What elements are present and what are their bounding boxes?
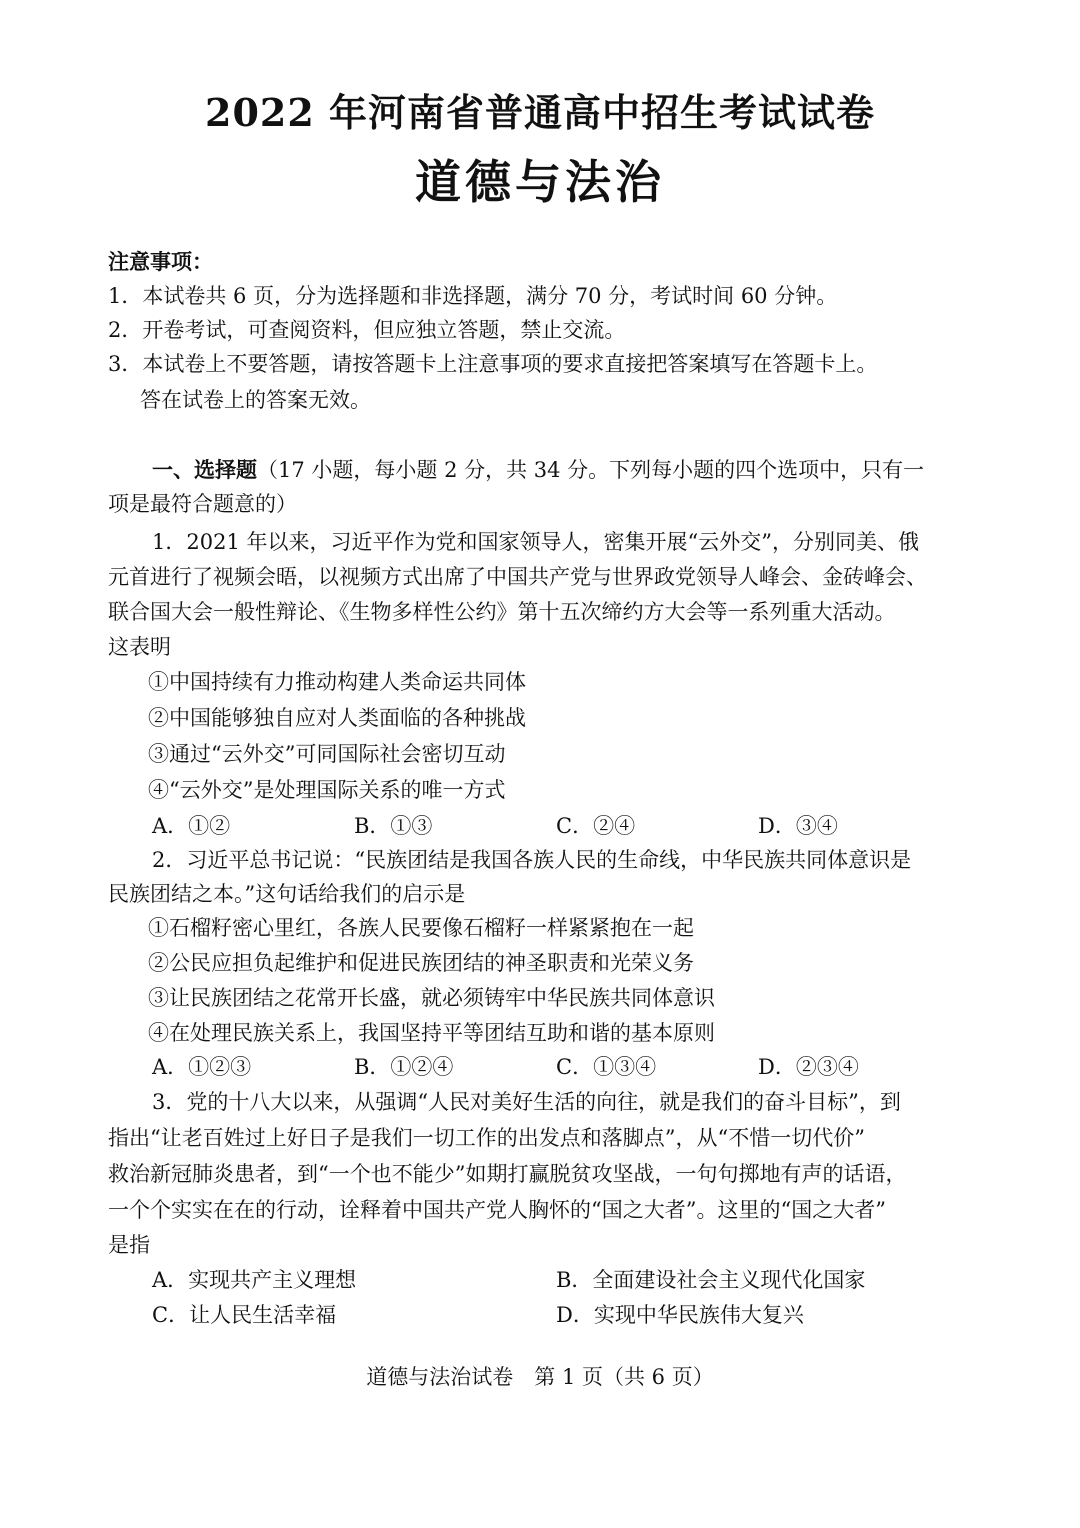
q1-item: ①中国持续有力推动构建人类命运共同体 bbox=[148, 670, 526, 694]
q3-stem: 是指 bbox=[108, 1233, 150, 1257]
q2-stem: 2．习近平总书记说：“民族团结是我国各族人民的生命线，中华民族共同体意识是 bbox=[152, 848, 912, 872]
q3-option-d: D．实现中华民族伟大复兴 bbox=[556, 1303, 804, 1327]
q1-stem: 元首进行了视频会晤，以视频方式出席了中国共产党与世界政党领导人峰会、金砖峰会、 bbox=[108, 565, 927, 589]
q2-option-a: A．①②③ bbox=[152, 1055, 252, 1079]
q1-stem: 这表明 bbox=[108, 635, 171, 659]
q3-stem: 3．党的十八大以来，从强调“人民对美好生活的向往，就是我们的奋斗目标”，到 bbox=[152, 1090, 901, 1114]
q2-item: ③让民族团结之花常开长盛，就必须铸牢中华民族共同体意识 bbox=[148, 986, 715, 1010]
q3-stem: 救治新冠肺炎患者，到“一个也不能少”如期打赢脱贫攻坚战，一句句掷地有声的话语， bbox=[108, 1162, 907, 1186]
notes-heading: 注意事项： bbox=[108, 249, 213, 274]
q2-option-c: C．①③④ bbox=[556, 1055, 657, 1079]
q1-item: ④“云外交”是处理国际关系的唯一方式 bbox=[148, 778, 506, 802]
q3-stem: 指出“让老百姓过上好日子是我们一切工作的出发点和落脚点”，从“不惜一切代价” bbox=[108, 1126, 865, 1150]
q2-option-d: D．②③④ bbox=[758, 1055, 859, 1079]
q1-stem: 1．2021 年以来，习近平作为党和国家领导人，密集开展“云外交”，分别同美、俄 bbox=[152, 530, 919, 554]
section-heading bbox=[152, 456, 924, 484]
q2-item: ①石榴籽密心里红，各族人民要像石榴籽一样紧紧抱在一起 bbox=[148, 916, 694, 940]
q1-option-a: A．①② bbox=[152, 814, 231, 838]
q2-stem: 民族团结之本。”这句话给我们的启示是 bbox=[108, 882, 466, 906]
section-heading-cont: 项是最符合题意的） bbox=[108, 492, 297, 516]
q1-option-d: D．③④ bbox=[758, 814, 838, 838]
q1-item: ②中国能够独自应对人类面临的各种挑战 bbox=[148, 706, 526, 730]
section-heading-label: 一、选择题 bbox=[152, 457, 257, 482]
note-item: 2．开卷考试，可查阅资料，但应独立答题，禁止交流。 bbox=[108, 318, 626, 342]
q3-stem: 一个个实实在在的行动，诠释着中国共产党人胸怀的“国之大者”。这里的“国之大者” bbox=[108, 1198, 886, 1222]
subject-title: 道德与法治 bbox=[415, 155, 665, 209]
section-heading-text: （17 小题，每小题 2 分，共 34 分。下列每小题的四个选项中，只有一 bbox=[257, 458, 925, 482]
q1-option-c: C．②④ bbox=[556, 814, 636, 838]
page-footer: 道德与法治试卷 第 1 页（共 6 页） bbox=[366, 1365, 714, 1389]
note-item: 1．本试卷共 6 页，分为选择题和非选择题，满分 70 分，考试时间 60 分钟。 bbox=[108, 284, 838, 308]
q2-item: ④在处理民族关系上，我国坚持平等团结互助和谐的基本原则 bbox=[148, 1021, 715, 1045]
q1-item: ③通过“云外交”可同国际社会密切互动 bbox=[148, 742, 506, 766]
exam-title: 2022 年河南省普通高中招生考试试卷 bbox=[205, 90, 875, 135]
q2-item: ②公民应担负起维护和促进民族团结的神圣职责和光荣义务 bbox=[148, 951, 694, 975]
q1-option-b: B．①③ bbox=[354, 814, 433, 838]
q1-stem: 联合国大会一般性辩论、《生物多样性公约》第十五次缔约方大会等一系列重大活动。 bbox=[108, 600, 896, 624]
q3-option-b: B．全面建设社会主义现代化国家 bbox=[556, 1268, 866, 1292]
note-item: 答在试卷上的答案无效。 bbox=[140, 388, 371, 412]
q3-option-a: A．实现共产主义理想 bbox=[152, 1268, 357, 1292]
q2-option-b: B．①②④ bbox=[354, 1055, 454, 1079]
q3-option-c: C．让人民生活幸福 bbox=[152, 1303, 337, 1327]
note-item: 3．本试卷上不要答题，请按答题卡上注意事项的要求直接把答案填写在答题卡上。 bbox=[108, 352, 878, 376]
